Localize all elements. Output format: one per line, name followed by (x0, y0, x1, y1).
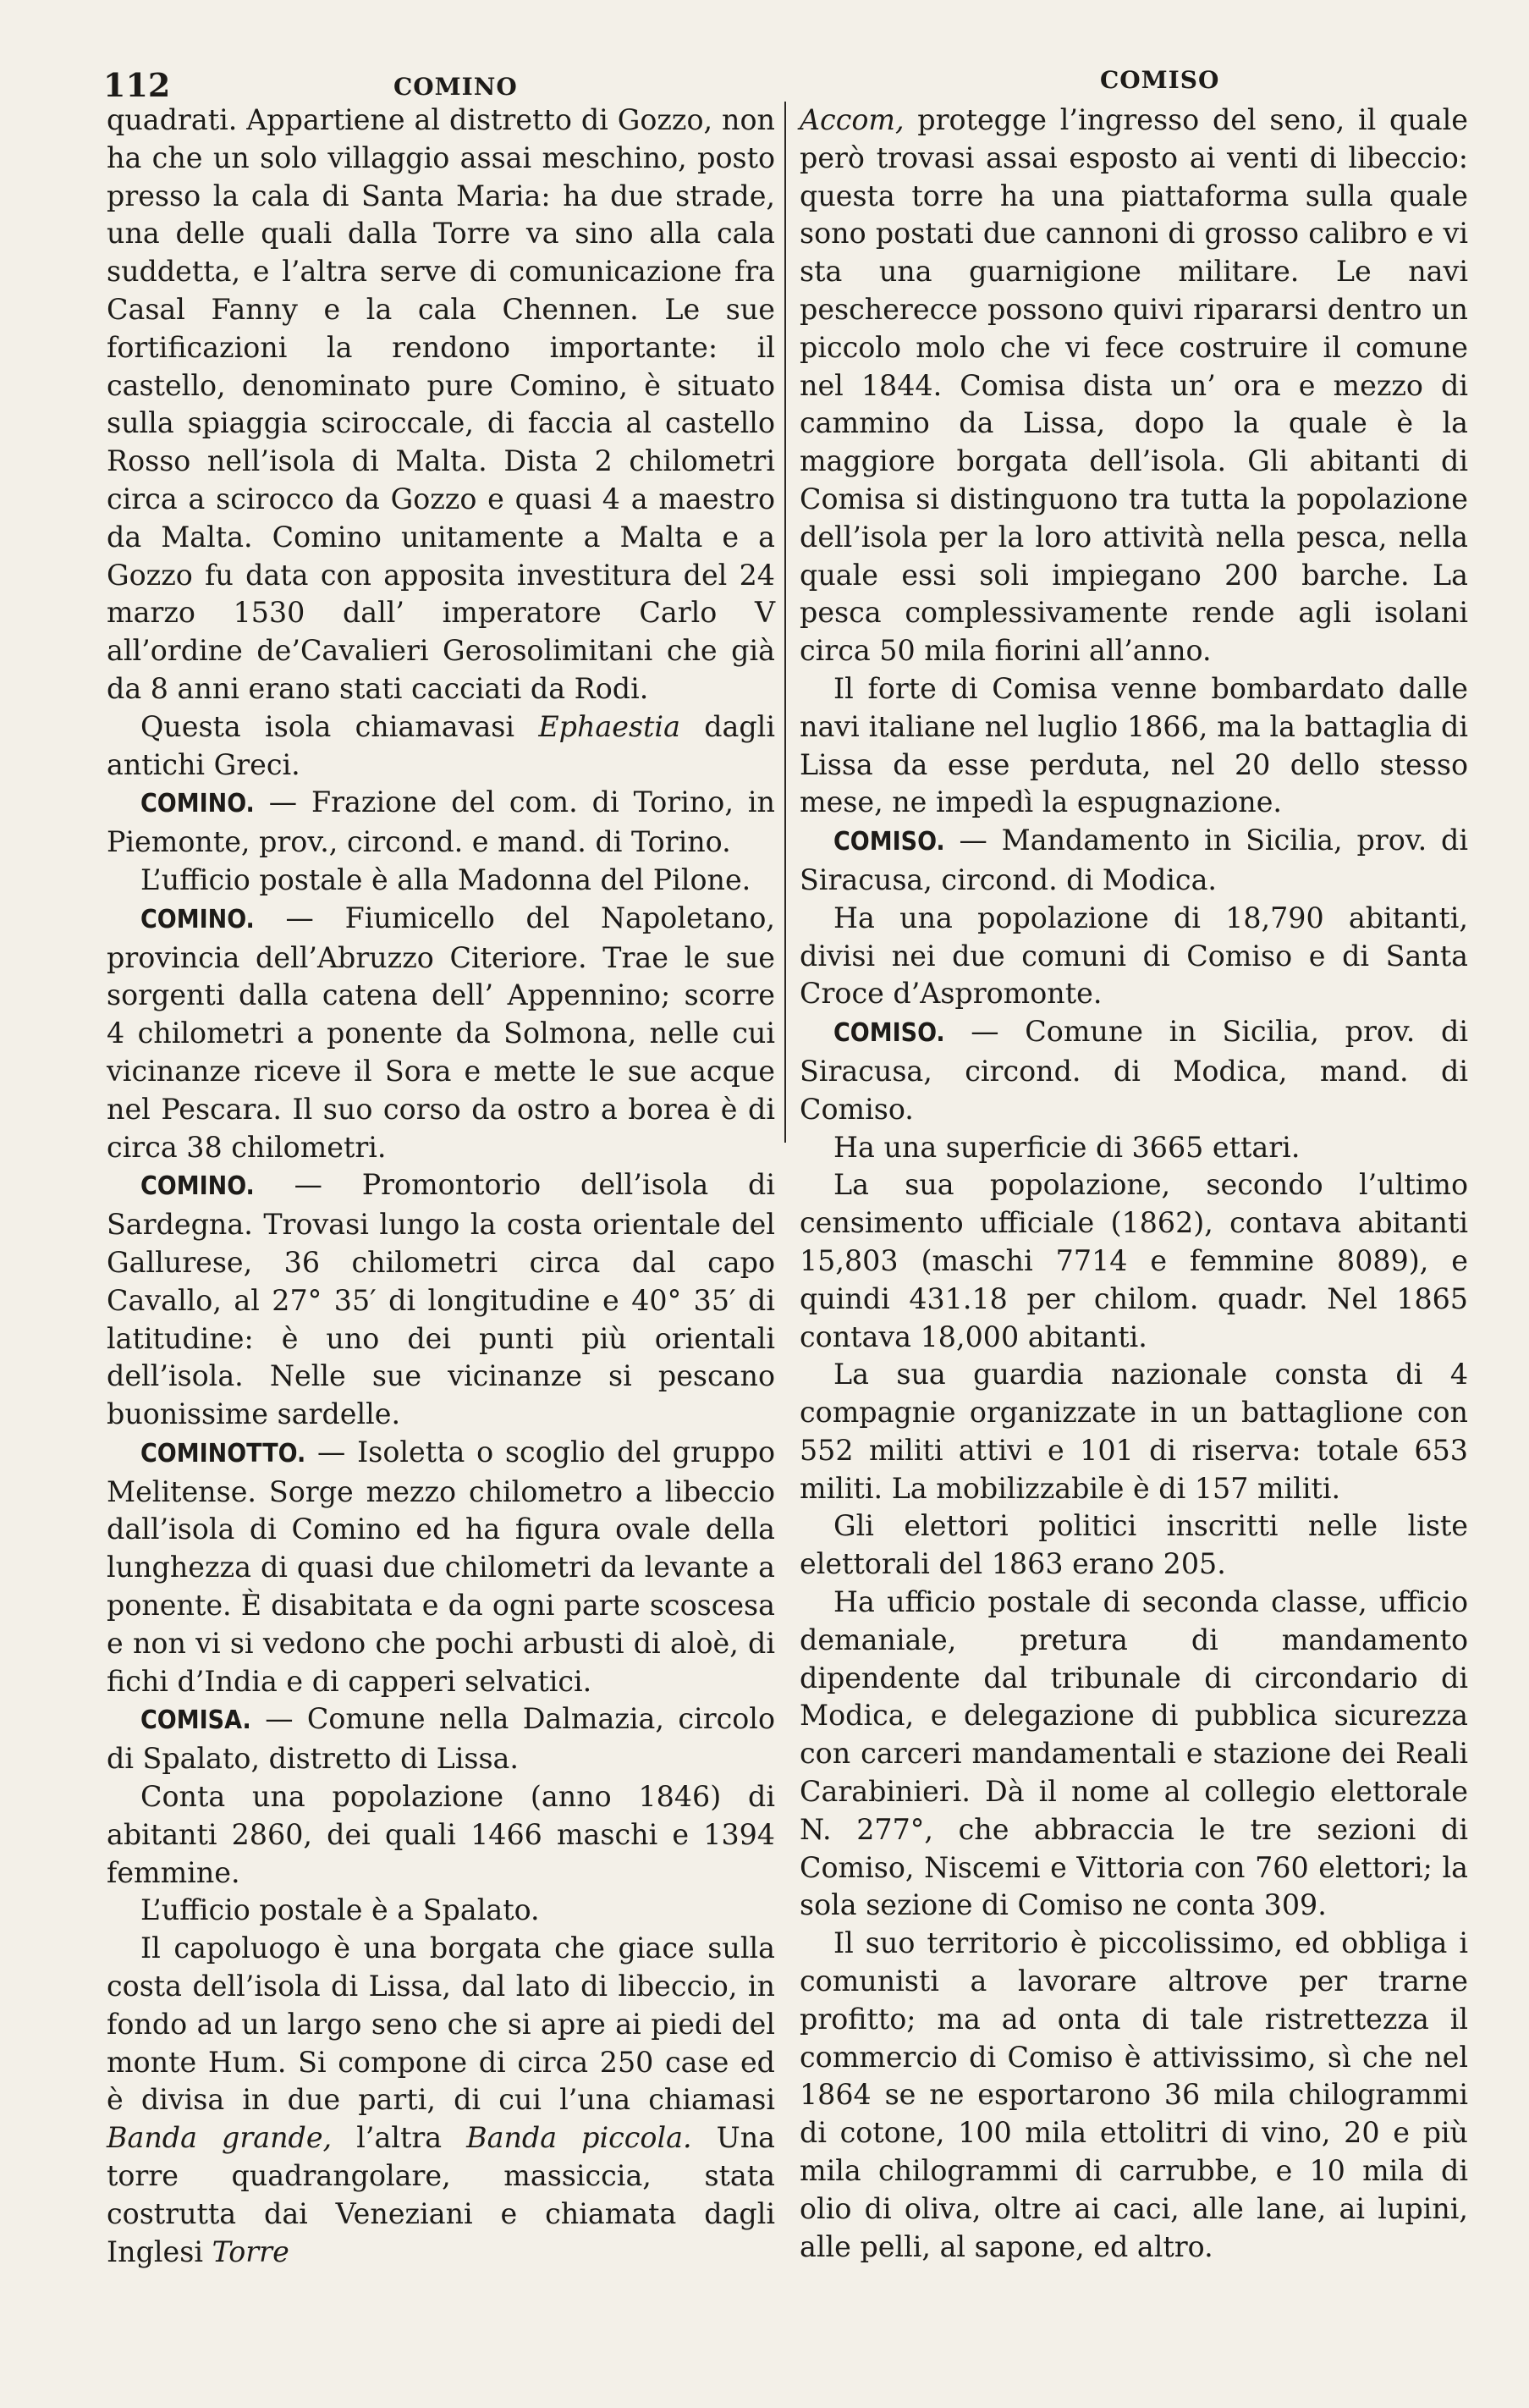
paragraph (800, 900, 1468, 1013)
paragraph-text: Conta una popolazione (anno 1846) di abitanti 2860, dei quali 1466 maschi e 1394 femmine. (107, 1780, 775, 1889)
paragraph-text: — Promontorio dell’isola di Sardegna. Trovasi lungo la costa orientale del Gallurese, 36 chilometri circa dal capo Cavallo, al 27° 35′ di longitudine e 40° 35′ di latitudine: è uno dei punti più orientali dell’isola. Nelle sue vicinanze si pescano buonissime sardelle. (107, 1168, 775, 1431)
paragraph (107, 862, 775, 900)
paragraph-text: dagli antichi Greci. (107, 709, 775, 781)
paragraph-text: — Mandamento in Sicilia, prov. di Siracusa, circond. di Modica. (800, 824, 1468, 896)
paragraph-text: — Comune nella Dalmazia, circolo di Spalato, distretto di Lissa. (107, 1702, 775, 1776)
paragraph (107, 1892, 775, 1930)
paragraph (800, 1356, 1468, 1507)
paragraph-text: protegge l’ingresso del seno, il quale però trovasi assai esposto ai venti di libeccio: questa torre ha una piattaforma sulla quale sono postati due cannoni di grosso calibro e vi sta una guarnigione militare. Le navi pescherecce possono quivi ripararsi dentro un piccolo molo che vi fece costruire il comune nel 1844. Comisa dista un’ ora e mezzo di cammino da Lissa, dopo la quale è la maggiore borgata dell’isola. Gli abitanti di Comisa si distinguono tra tutta la popolazione dell’isola per la loro attività nella pesca, nella quale essi soli impiegano 200 barche. La pesca complessivamente rende agli isolani circa 50 mila fiorini all’anno. (800, 103, 1468, 668)
paragraph-text: — Frazione del com. di Torino, in Piemonte, prov., circond. e mand. di Torino. (107, 785, 775, 859)
entry-heading: COMINOTTO. (140, 1438, 306, 1468)
column-divider (784, 102, 786, 1143)
paragraph-text: Il forte di Comisa venne bombardato dalle navi italiane nel luglio 1866, ma la battaglia di Lissa da esse perduta, nel 20 dello stesso mese, ne impedì la espugnazione. (800, 671, 1468, 819)
paragraph-text: L’ufficio postale è alla Madonna del Pilone. (140, 862, 751, 896)
paragraph (800, 1129, 1468, 1167)
paragraph-text: Il suo territorio è piccolissimo, ed obbliga i comunisti a lavorare altrove per trarne profitto; ma ad onta di tale ristrettezza il commercio di Comiso è attivissimo, sì che nel 1864 se ne esportarono 36 mila chilogrammi di cotone, 100 mila ettolitri di vino, 20 e più mila chilogrammi di carrubbe, e 10 mila di olio di oliva, oltre ai caci, alle lane, ai lupini, alle pelli, al sapone, ed altro. (800, 1926, 1468, 2263)
paragraph (107, 102, 775, 708)
paragraph (800, 1166, 1468, 1356)
entry-heading: COMISA. (140, 1705, 251, 1736)
paragraph-text: La sua popolazione, secondo l’ultimo censimento ufficiale (1862), contava abitanti 15,803 (maschi 7714 e femmine 8089), e quindi 431.18 per chilom. quadr. Nel 1865 contava 18,000 abitanti. (800, 1168, 1468, 1353)
paragraph (800, 1507, 1468, 1584)
paragraph-text: Ha ufficio postale di seconda classe, ufficio demaniale, pretura di mandamento dipendente dal tribunale di circondario di Modica, e delegazione di pubblica sicurezza con carceri mandamentali e stazione dei Reali Carabinieri. Dà il nome al collegio elettorale N. 277°, che abbraccia le tre sezioni di Comiso, Niscemi e Vittoria con 760 elettori; la sola sezione di Comiso ne conta 309. (800, 1585, 1468, 1922)
paragraph (107, 1700, 775, 1778)
paragraph (107, 900, 775, 1167)
paragraph-text: Questa isola chiamavasi (140, 709, 539, 743)
paragraph-text: — Isoletta o scoglio del gruppo Melitense. Sorge mezzo chilometro a libeccio dall’isola di Comino ed ha figura ovale della lunghezza di quasi due chilometri da levante a ponente. È disabitata e da ogni parte scoscesa e non vi si vedono che pochi arbusti di aloè, di fichi d’India e di capperi selvatici. (107, 1435, 775, 1698)
running-head-left: COMINO (393, 73, 518, 101)
paragraph (800, 670, 1468, 822)
entry-heading: COMISO. (833, 1018, 945, 1049)
paragraph (800, 1013, 1468, 1128)
page-number: 112 (103, 66, 171, 104)
entry-heading: COMISO. (833, 827, 945, 857)
italic-text: Accom, (800, 103, 905, 136)
paragraph (107, 1166, 775, 1434)
paragraph-text: La sua guardia nazionale consta di 4 compagnie organizzate in un battaglione con 552 militi attivi e 101 di riserva: totale 653 militi. La mobilizzabile è di 157 militi. (800, 1358, 1468, 1505)
left-column (107, 102, 775, 2271)
entry-heading: COMINO. (140, 1171, 255, 1202)
italic-text: Ephaestia (538, 709, 680, 743)
paragraph-text: quadrati. Appartiene al distretto di Gozzo, non ha che un solo villaggio assai meschino, posto presso la cala di Santa Maria: ha due strade, una delle quali dalla Torre va sino alla cala suddetta, e l’altra serve di comunicazione fra Casal Fanny e la cala Chennen. Le sue fortificazioni la rendono importante: il castello, denominato pure Comino, è situato sulla spiaggia sciroccale, di faccia al castello Rosso nell’isola di Malta. Dista 2 chilometri circa a scirocco da Gozzo e quasi 4 a maestro da Malta. Comino unitamente a Malta e a Gozzo fu data con apposita investitura del 24 marzo 1530 dall’ imperatore Carlo V all’ordine de’Cavalieri Gerosolimitani che già da 8 anni erano stati cacciati da Rodi. (107, 103, 775, 705)
paragraph-text: — Fiumicello del Napoletano, provincia dell’Abruzzo Citeriore. Trae le sue sorgenti dalla catena dell’ Appennino; scorre 4 chilometri a ponente da Solmona, nelle cui vicinanze riceve il Sora e mette le sue acque nel Pescara. Il suo corso da ostro a borea è di circa 38 chilometri. (107, 901, 775, 1164)
paragraph-text: L’ufficio postale è a Spalato. (140, 1893, 540, 1927)
paragraph-text: Gli elettori politici inscritti nelle liste elettorali del 1863 erano 205. (800, 1509, 1468, 1581)
paragraph-text: Il capoluogo è una borgata che giace sulla costa dell’isola di Lissa, dal lato di libeccio, in fondo ad un largo seno che si apre ai piedi del monte Hum. Si compone di circa 250 case ed è divisa in due parti, di cui l’una chiamasi (107, 1931, 775, 2117)
paragraph (800, 822, 1468, 900)
italic-text: Banda piccola. (466, 2121, 692, 2155)
paragraph-text: Ha una superficie di 3665 ettari. (833, 1130, 1301, 1164)
running-head-right: COMISO (1100, 66, 1220, 94)
paragraph-text: — Comune in Sicilia, prov. di Siracusa, circond. di Modica, mand. di Comiso. (800, 1015, 1468, 1126)
paragraph (107, 784, 775, 862)
paragraph (800, 1584, 1468, 1925)
italic-text: Torre (212, 2234, 289, 2268)
italic-text: Banda grande, (107, 2121, 333, 2155)
entry-heading: COMINO. (140, 789, 255, 819)
paragraph (107, 1434, 775, 1701)
paragraph (800, 1925, 1468, 2266)
paragraph-text: Una torre quadrangolare, massiccia, stata costrutta dai Veneziani e chiamata dagli Inglesi (107, 2121, 775, 2268)
paragraph-text: l’altra (332, 2121, 467, 2155)
paragraph (107, 1778, 775, 1892)
right-column (800, 102, 1468, 2266)
paragraph (107, 708, 775, 785)
entry-heading: COMINO. (140, 904, 255, 934)
paragraph (107, 1930, 775, 2271)
paragraph-text: Ha una popolazione di 18,790 abitanti, divisi nei due comuni di Comiso e di Santa Croce d’Aspromonte. (800, 901, 1468, 1011)
paragraph (800, 102, 1468, 670)
